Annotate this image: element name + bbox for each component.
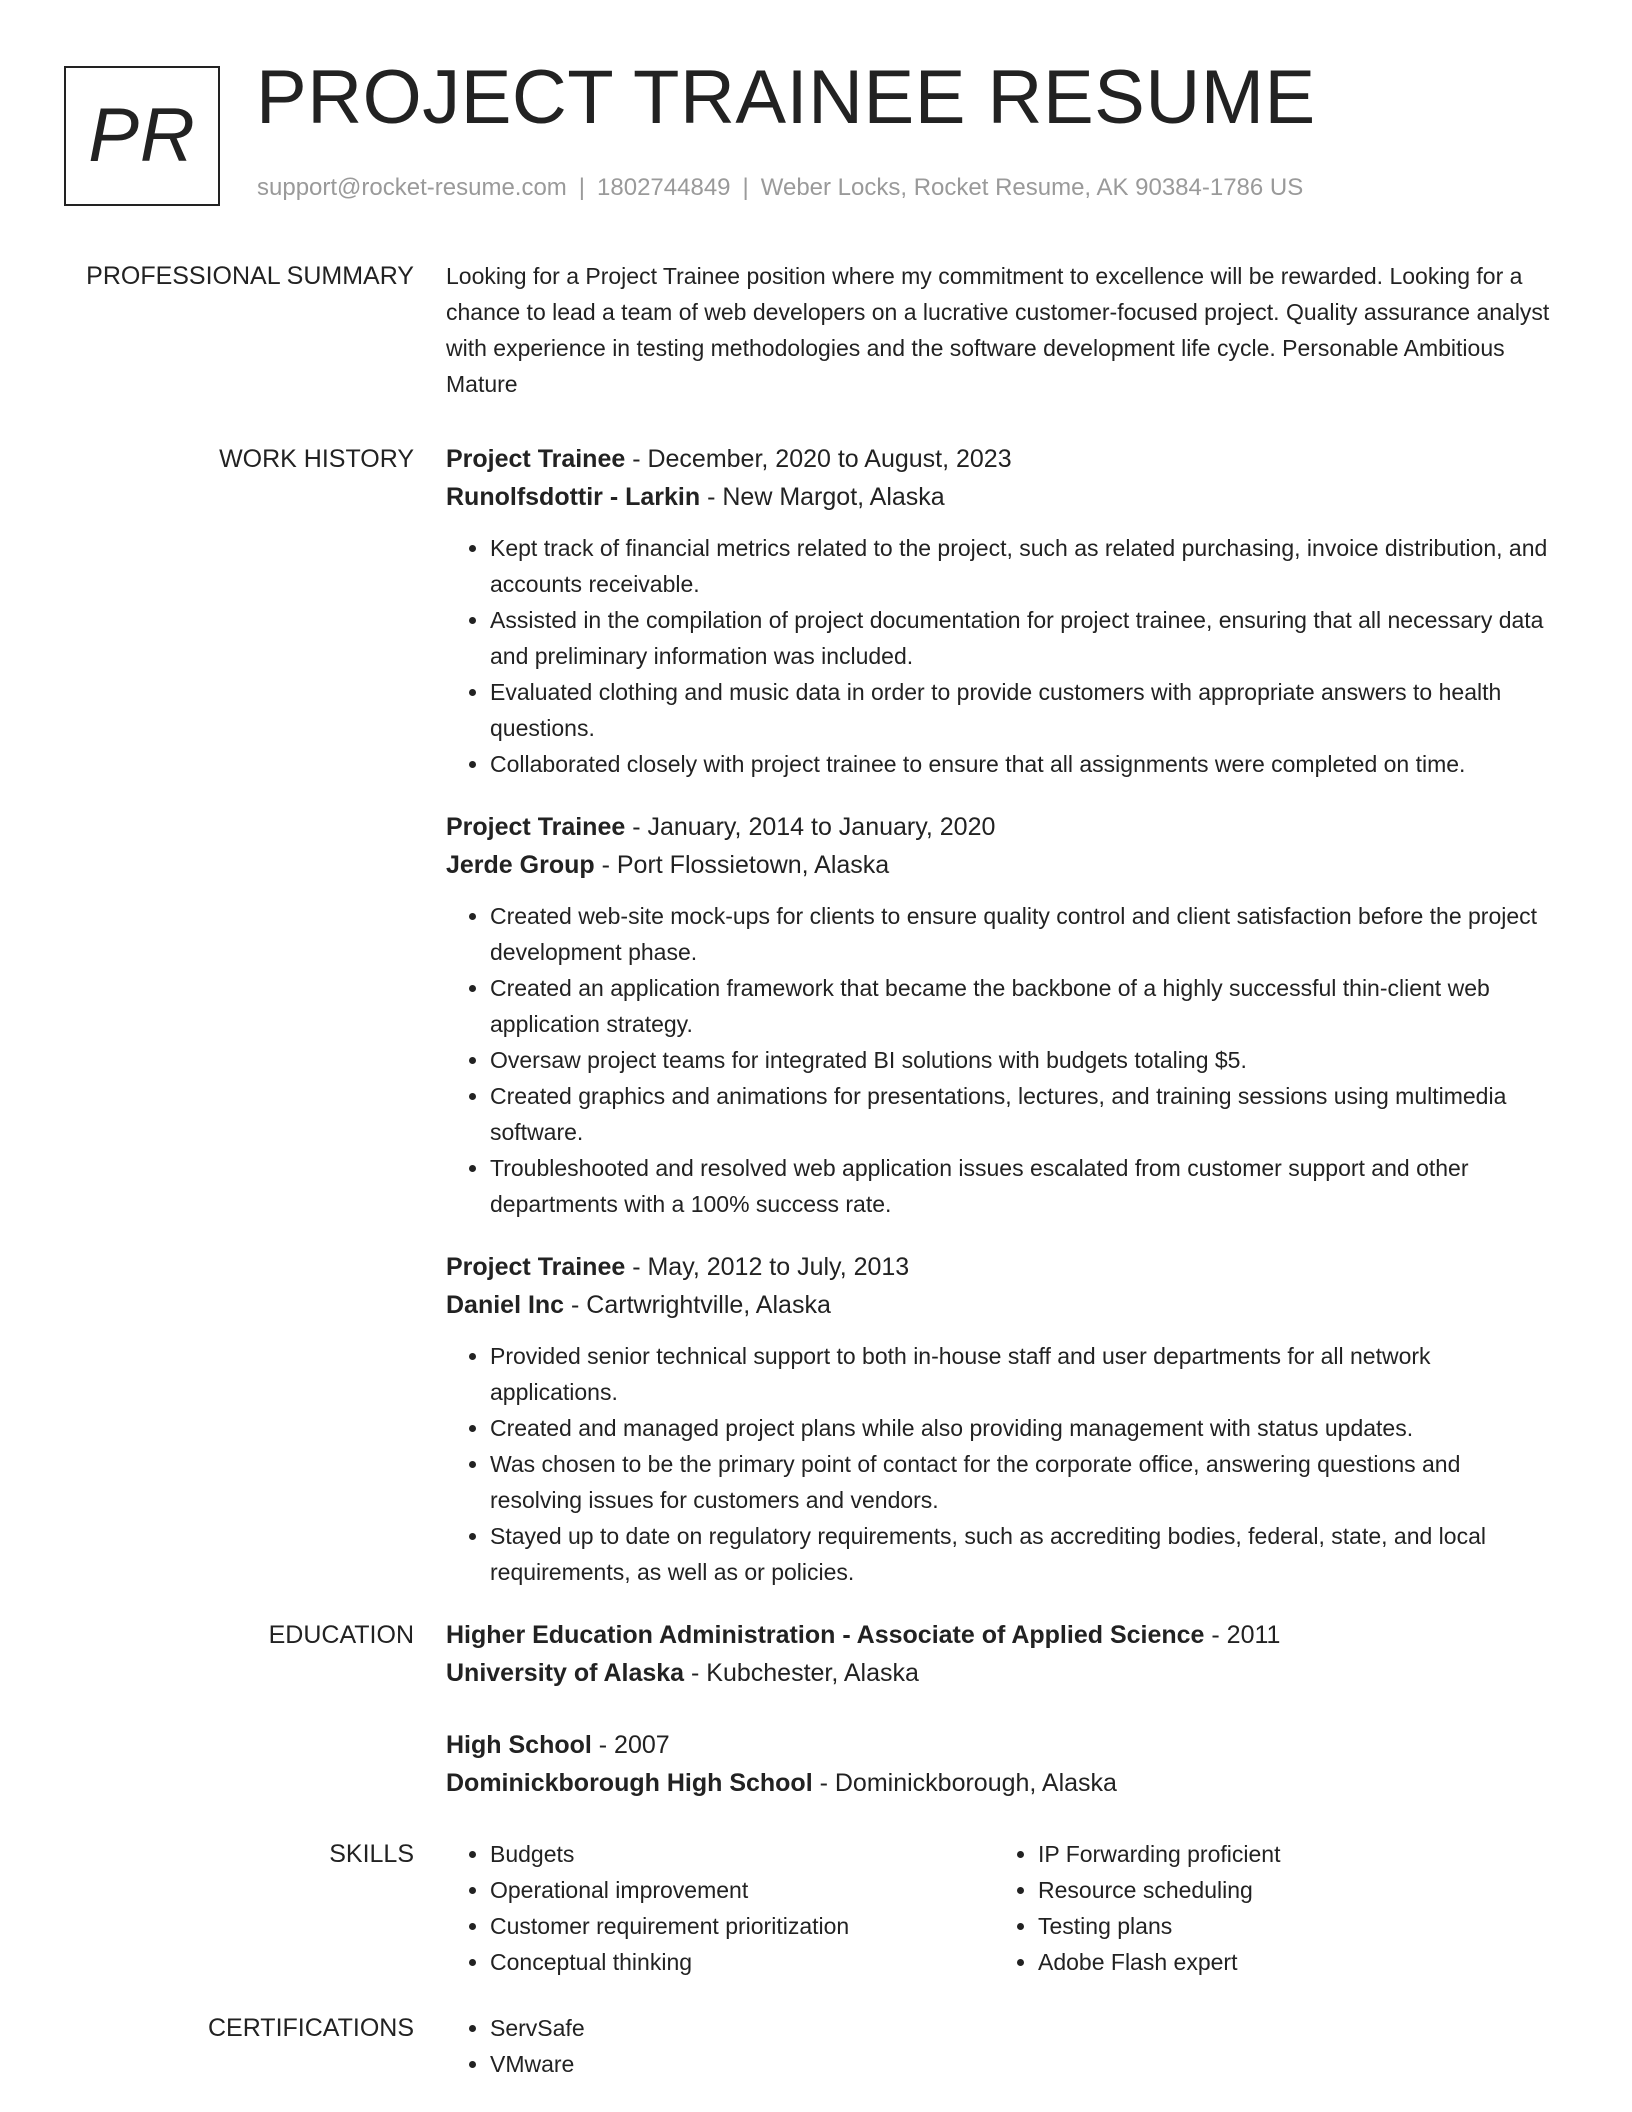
job-bullet: • Troubleshooted and resolved web application issues escalated from customer support and other departments with a 100% success rate.: [490, 1150, 1556, 1222]
certification-item: • VMware: [490, 2046, 1556, 2082]
job-bullets: [446, 530, 1556, 782]
skill-item: • Budgets: [490, 1836, 994, 1872]
education-year: - 2011: [1204, 1621, 1281, 1649]
section-label-skills: SKILLS: [329, 1840, 414, 1868]
job-company: Jerde Group: [446, 851, 595, 879]
skill-item: • Customer requirement prioritization: [490, 1908, 994, 1944]
job-bullet: • Stayed up to date on regulatory requirements, such as accrediting bodies, federal, state, and local requirements, as well as or policies.: [490, 1518, 1556, 1590]
job-bullet: • Was chosen to be the primary point of contact for the corporate office, answering questions and resolving issues for customers and vendors.: [490, 1446, 1556, 1518]
job-entry: [446, 1248, 1556, 1590]
education-degree-line: [446, 1616, 1556, 1654]
contact-separator: |: [578, 174, 586, 201]
contact-line: [257, 174, 1303, 202]
education-school: University of Alaska: [446, 1659, 685, 1687]
certifications-body: [446, 2010, 1556, 2082]
job-company-line: [446, 478, 1556, 516]
work-body: [446, 440, 1556, 1616]
job-dates: - January, 2014 to January, 2020: [625, 813, 996, 841]
job-title-line: [446, 808, 1556, 846]
contact-email: support@rocket-resume.com: [257, 174, 567, 201]
job-location: - Cartwrightville, Alaska: [564, 1291, 831, 1319]
job-bullet: • Evaluated clothing and music data in order to provide customers with appropriate answers to health questions.: [490, 674, 1556, 746]
job-company-line: [446, 1286, 1556, 1324]
contact-separator: |: [742, 174, 749, 201]
job-bullet: • Kept track of financial metrics related to the project, such as related purchasing, invoice distribution, and accounts receivable.: [490, 530, 1556, 602]
skill-item: • IP Forwarding proficient: [1038, 1836, 1542, 1872]
section-label-summary: PROFESSIONAL SUMMARY: [86, 262, 414, 290]
section-summary: [0, 258, 1632, 402]
section-skills: [0, 1836, 1632, 1980]
education-degree: High School: [446, 1731, 592, 1759]
education-school-line: [446, 1654, 1556, 1692]
skill-item: • Resource scheduling: [1038, 1872, 1542, 1908]
education-location: - Kubchester, Alaska: [684, 1659, 919, 1687]
skills-body: [446, 1836, 1556, 1980]
contact-phone: 1802744849: [597, 174, 731, 201]
job-title: Project Trainee: [446, 445, 626, 473]
job-title: Project Trainee: [446, 1253, 626, 1281]
skill-item: • Operational improvement: [490, 1872, 994, 1908]
education-entry: [446, 1616, 1556, 1692]
job-entry: [446, 808, 1556, 1222]
job-bullet: • Oversaw project teams for integrated BI solutions with budgets totaling $5.: [490, 1042, 1556, 1078]
job-entry: [446, 440, 1556, 782]
job-dates: - December, 2020 to August, 2023: [625, 445, 1012, 473]
education-school: Dominickborough High School: [446, 1769, 813, 1797]
monogram-initials: PR: [88, 93, 196, 178]
job-title-line: [446, 440, 1556, 478]
skill-item: • Adobe Flash expert: [1038, 1944, 1542, 1980]
contact-address: Weber Locks, Rocket Resume, AK 90384-1786 US: [760, 174, 1304, 201]
skills-column-right: [994, 1836, 1542, 1980]
job-bullet: • Provided senior technical support to both in-house staff and user departments for all network applications.: [490, 1338, 1556, 1410]
education-degree-line: [446, 1726, 1556, 1764]
job-company: Runolfsdottir - Larkin: [446, 483, 701, 511]
section-label-work: WORK HISTORY: [219, 445, 414, 473]
job-company-line: [446, 846, 1556, 884]
education-body: [446, 1616, 1556, 1836]
education-year: - 2007: [591, 1731, 670, 1759]
section-certifications: [0, 2010, 1632, 2082]
job-bullets: [446, 1338, 1556, 1590]
job-bullet: • Assisted in the compilation of project documentation for project trainee, ensuring that all necessary data and preliminary information was included.: [490, 602, 1556, 674]
certification-item: • ServSafe: [490, 2010, 1556, 2046]
education-entry: [446, 1726, 1556, 1802]
job-bullet: • Created graphics and animations for presentations, lectures, and training sessions using multimedia software.: [490, 1078, 1556, 1150]
job-bullet: • Created an application framework that became the backbone of a highly successful thin-client web application strategy.: [490, 970, 1556, 1042]
section-work-history: [0, 440, 1632, 1616]
job-company: Daniel Inc: [446, 1291, 565, 1319]
skill-item: • Testing plans: [1038, 1908, 1542, 1944]
job-title-line: [446, 1248, 1556, 1286]
job-dates: - May, 2012 to July, 2013: [625, 1253, 910, 1281]
summary-text: Looking for a Project Trainee position where my commitment to excellence will be rewarded. Looking for a chance to lead a team of web developers on a lucrative customer-focused project. Quality assurance analyst with experience in testing methodologies and the software development life cycle. Personable Ambitious Mature: [446, 263, 1550, 397]
skill-item: • Conceptual thinking: [490, 1944, 994, 1980]
monogram-badge: [64, 66, 220, 206]
job-bullet: • Collaborated closely with project trainee to ensure that all assignments were completed on time.: [490, 746, 1556, 782]
education-location: - Dominickborough, Alaska: [812, 1769, 1117, 1797]
resume-title: PROJECT TRAINEE RESUME: [256, 55, 1316, 140]
job-title: Project Trainee: [446, 813, 626, 841]
certifications-list: [446, 2010, 1556, 2082]
education-school-line: [446, 1764, 1556, 1802]
job-bullet: • Created web-site mock-ups for clients to ensure quality control and client satisfaction before the project development phase.: [490, 898, 1556, 970]
section-label-certifications: CERTIFICATIONS: [207, 2014, 414, 2042]
resume-content: [0, 258, 1632, 2082]
section-label-education: EDUCATION: [268, 1621, 414, 1649]
job-location: - Port Flossietown, Alaska: [594, 851, 890, 879]
section-education: [0, 1616, 1632, 1836]
skills-column-left: [446, 1836, 994, 1980]
skills-grid: [446, 1836, 1556, 1980]
job-bullets: [446, 898, 1556, 1222]
summary-body: [446, 258, 1556, 402]
job-bullet: • Created and managed project plans while also providing management with status updates.: [490, 1410, 1556, 1446]
education-degree: Higher Education Administration - Associate of Applied Science: [446, 1621, 1205, 1649]
job-location: - New Margot, Alaska: [700, 483, 945, 511]
